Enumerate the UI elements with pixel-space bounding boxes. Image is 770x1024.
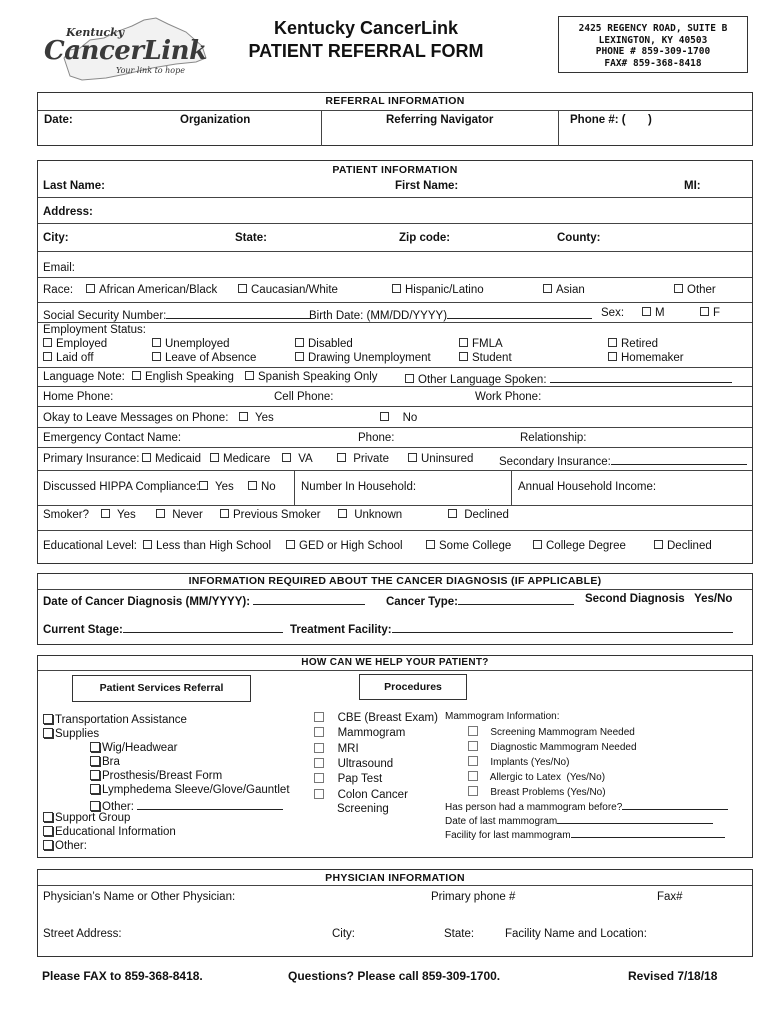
diagnosis-heading: INFORMATION REQUIRED ABOUT THE CANCER DIAGNOSIS (IF APPLICABLE): [188, 575, 602, 587]
title-line-1: Kentucky CancerLink: [273, 18, 459, 38]
employment-option-homemaker[interactable]: Homemaker: [608, 352, 684, 364]
checkbox-icon: [654, 540, 663, 549]
procedure-colon-cancer-line2: Screening: [337, 803, 389, 815]
procedure-pap-test[interactable]: Pap Test: [314, 773, 382, 785]
education-option-ged[interactable]: GED or High School: [286, 540, 403, 552]
employment-option-fmla[interactable]: FMLA: [459, 338, 503, 350]
hippa-label: Discussed HIPPA Compliance:: [43, 481, 200, 493]
language-label: Language Note:: [43, 371, 125, 383]
checkbox-icon: [282, 453, 291, 462]
checkbox-icon: [43, 812, 53, 822]
checkbox-icon: [468, 786, 478, 796]
procedures-button[interactable]: Procedures: [359, 674, 467, 700]
address-line-1: 2425 REGENCY ROAD, SUITE B: [578, 23, 728, 34]
mammo-facility-field[interactable]: Facility for last mammogram: [445, 827, 725, 841]
logo-top-text: Kentucky: [66, 26, 125, 39]
employment-option-leave[interactable]: Leave of Absence: [152, 352, 256, 364]
smoker-option-yes[interactable]: Yes: [101, 509, 136, 521]
education-option-some-college[interactable]: Some College: [426, 540, 511, 552]
checkbox-icon: [405, 374, 414, 383]
logo-tagline: Your link to hope: [116, 66, 185, 75]
checkbox-icon: [459, 338, 468, 347]
patient-heading: PATIENT INFORMATION: [332, 164, 458, 176]
smoker-option-previous[interactable]: Previous Smoker: [220, 509, 321, 521]
checkbox-icon: [239, 412, 248, 421]
education-option-less-than-hs[interactable]: Less than High School: [143, 540, 271, 552]
checkbox-icon: [220, 509, 229, 518]
ssn-field[interactable]: Social Security Number:: [43, 307, 312, 322]
service-transportation[interactable]: Transportation Assistance: [43, 714, 187, 726]
emergency-phone-field[interactable]: Phone:: [358, 432, 395, 444]
checkbox-icon: [43, 840, 53, 850]
checkbox-icon: [468, 741, 478, 751]
emergency-contact-field[interactable]: Emergency Contact Name:: [43, 432, 182, 444]
cell-phone-field[interactable]: Cell Phone:: [274, 391, 334, 403]
employment-option-employed[interactable]: Employed: [43, 338, 107, 350]
checkbox-icon: [314, 727, 324, 737]
current-stage-field[interactable]: Current Stage:: [43, 621, 283, 636]
checkbox-icon: [156, 509, 165, 518]
checkbox-icon: [295, 352, 304, 361]
checkbox-icon: [642, 307, 651, 316]
race-option-other[interactable]: Other: [674, 284, 716, 296]
education-option-declined[interactable]: Declined: [654, 540, 712, 552]
service-other[interactable]: Other:: [43, 840, 87, 852]
checkbox-icon: [152, 352, 161, 361]
checkbox-icon: [90, 770, 100, 780]
checkbox-icon: [314, 758, 324, 768]
diagnosis-section: [37, 573, 753, 645]
checkbox-icon: [132, 371, 141, 380]
employment-label: Employment Status:: [43, 324, 146, 336]
checkbox-icon: [295, 338, 304, 347]
employment-option-disabled[interactable]: Disabled: [295, 338, 353, 350]
insurance-option-va[interactable]: VA: [282, 453, 313, 465]
referral-date-field[interactable]: Date:: [44, 114, 73, 126]
messages-option-yes[interactable]: Yes: [239, 412, 274, 424]
title-line-2: PATIENT REFERRAL FORM: [248, 41, 484, 61]
county-field[interactable]: County:: [557, 232, 601, 244]
insurance-option-medicare[interactable]: Medicare: [210, 453, 270, 465]
smoker-option-declined[interactable]: Declined: [448, 509, 509, 521]
employment-option-retired[interactable]: Retired: [608, 338, 658, 350]
relationship-field[interactable]: Relationship:: [520, 432, 587, 444]
checkbox-icon: [468, 756, 478, 766]
home-phone-field[interactable]: Home Phone:: [43, 391, 114, 403]
employment-option-drawing-unemployment[interactable]: Drawing Unemployment: [295, 352, 431, 364]
language-option-english[interactable]: English Speaking: [132, 371, 234, 383]
referral-phone-field[interactable]: Phone #: ( ): [570, 114, 652, 126]
logo: [36, 10, 216, 82]
city-field[interactable]: City:: [43, 232, 69, 244]
household-field[interactable]: Number In Household:: [301, 481, 417, 493]
cancer-type-field[interactable]: Cancer Type:: [386, 593, 574, 608]
birth-date-field[interactable]: Birth Date: (MM/DD/YYYY): [309, 307, 592, 322]
checkbox-icon: [314, 712, 324, 722]
zip-field[interactable]: Zip code:: [399, 232, 451, 244]
checkbox-icon: [238, 284, 247, 293]
checkbox-icon: [448, 509, 457, 518]
checkbox-icon: [43, 728, 53, 738]
email-field[interactable]: Email:: [43, 262, 75, 274]
checkbox-icon: [408, 453, 417, 462]
referral-organization-field[interactable]: Organization: [180, 114, 251, 126]
checkbox-icon: [468, 726, 478, 736]
physician-facility-field[interactable]: Facility Name and Location:: [505, 928, 647, 940]
procedure-colon-cancer[interactable]: Colon Cancer: [314, 789, 408, 801]
procedure-mri[interactable]: MRI: [314, 743, 359, 755]
education-option-college-degree[interactable]: College Degree: [533, 540, 626, 552]
checkbox-icon: [608, 338, 617, 347]
patient-services-referral-button[interactable]: Patient Services Referral: [72, 675, 251, 702]
hippa-option-yes[interactable]: Yes: [199, 481, 234, 493]
checkbox-icon: [337, 453, 346, 462]
diagnosis-date-field[interactable]: Date of Cancer Diagnosis (MM/YYYY):: [43, 593, 365, 608]
checkbox-icon: [152, 338, 161, 347]
mammo-screening-needed[interactable]: Screening Mammogram Needed: [468, 726, 635, 738]
treatment-facility-field[interactable]: Treatment Facility:: [290, 621, 733, 636]
form-title: [236, 18, 496, 62]
checkbox-icon: [700, 307, 709, 316]
messages-option-no[interactable]: No: [380, 412, 417, 424]
checkbox-icon: [43, 352, 52, 361]
physician-section: [37, 869, 753, 957]
checkbox-icon: [245, 371, 254, 380]
checkbox-icon: [90, 801, 100, 811]
checkbox-icon: [392, 284, 401, 293]
mi-field[interactable]: MI:: [684, 180, 701, 192]
physician-street-field[interactable]: Street Address:: [43, 928, 122, 940]
service-lymphedema[interactable]: Lymphedema Sleeve/Glove/Gauntlet: [90, 784, 290, 796]
service-prosthesis[interactable]: Prosthesis/Breast Form: [90, 770, 222, 782]
second-diagnosis-field[interactable]: Second Diagnosis Yes/No: [585, 593, 733, 605]
mammogram-info-title: Mammogram Information:: [445, 711, 560, 722]
employment-option-unemployed[interactable]: Unemployed: [152, 338, 230, 350]
insurance-option-medicaid[interactable]: Medicaid: [142, 453, 201, 465]
service-educational[interactable]: Educational Information: [43, 826, 176, 838]
mammo-latex[interactable]: Allergic to Latex (Yes/No): [468, 771, 605, 783]
checkbox-icon: [314, 773, 324, 783]
help-heading: HOW CAN WE HELP YOUR PATIENT?: [301, 657, 489, 668]
race-option-hispanic[interactable]: Hispanic/Latino: [392, 284, 484, 296]
physician-name-field[interactable]: Physician’s Name or Other Physician:: [43, 891, 236, 903]
checkbox-icon: [43, 338, 52, 347]
checkbox-icon: [43, 714, 53, 724]
address-line-2: LEXINGTON, KY 40503: [598, 34, 708, 46]
checkbox-icon: [380, 412, 389, 421]
service-supplies-other[interactable]: Other:: [90, 798, 283, 813]
logo-main-text: CancerLink: [44, 36, 207, 66]
insurance-option-uninsured[interactable]: Uninsured: [408, 453, 473, 465]
procedure-ultrasound[interactable]: Ultrasound: [314, 758, 393, 770]
education-label: Educational Level:: [43, 540, 137, 552]
race-option-asian[interactable]: Asian: [543, 284, 585, 296]
messages-label: Okay to Leave Messages on Phone:: [43, 412, 229, 424]
first-name-field[interactable]: First Name:: [395, 180, 459, 192]
physician-primary-phone-field[interactable]: Primary phone #: [431, 891, 516, 903]
mammo-implants[interactable]: Implants (Yes/No): [468, 756, 569, 768]
insurance-label: Primary Insurance:: [43, 453, 140, 465]
mammo-date-field[interactable]: Date of last mammogram: [445, 813, 713, 827]
checkbox-icon: [90, 784, 100, 794]
checkbox-icon: [314, 789, 324, 799]
service-wig[interactable]: Wig/Headwear: [90, 742, 177, 754]
service-support-group[interactable]: Support Group: [43, 812, 130, 824]
mammo-breast-problems[interactable]: Breast Problems (Yes/No): [468, 786, 606, 798]
checkbox-icon: [199, 481, 208, 490]
checkbox-icon: [314, 743, 324, 753]
race-option-african-american[interactable]: African American/Black: [86, 284, 217, 296]
income-field[interactable]: Annual Household Income:: [518, 481, 657, 493]
referral-section: [37, 92, 753, 146]
address-line-3: PHONE # 859-309-1700: [595, 46, 711, 57]
checkbox-icon: [142, 453, 151, 462]
checkbox-icon: [338, 509, 347, 518]
checkbox-icon: [426, 540, 435, 549]
mammo-before-field[interactable]: Has person had a mammogram before?: [445, 799, 728, 813]
checkbox-icon: [43, 826, 53, 836]
help-section: [37, 655, 753, 858]
work-phone-field[interactable]: Work Phone:: [475, 391, 542, 403]
hippa-option-no[interactable]: No: [248, 481, 276, 493]
smoker-option-unknown[interactable]: Unknown: [338, 509, 402, 521]
checkbox-icon: [286, 540, 295, 549]
language-option-spanish[interactable]: Spanish Speaking Only: [245, 371, 378, 383]
checkbox-icon: [90, 756, 100, 766]
procedure-mammogram[interactable]: Mammogram: [314, 727, 405, 739]
employment-option-student[interactable]: Student: [459, 352, 512, 364]
race-option-caucasian[interactable]: Caucasian/White: [238, 284, 338, 296]
checkbox-icon: [459, 352, 468, 361]
footer-revised: Revised 7/18/18: [628, 969, 718, 983]
sex-option-f[interactable]: F: [700, 307, 720, 319]
checkbox-icon: [210, 453, 219, 462]
checkbox-icon: [248, 481, 257, 490]
mammo-diagnostic-needed[interactable]: Diagnostic Mammogram Needed: [468, 741, 637, 753]
last-name-field[interactable]: Last Name:: [43, 180, 105, 192]
secondary-insurance-field[interactable]: Secondary Insurance:: [499, 453, 747, 468]
physician-city-field[interactable]: City:: [332, 928, 355, 940]
employment-option-laid-off[interactable]: Laid off: [43, 352, 94, 364]
sex-label: Sex:: [601, 307, 625, 319]
smoker-option-never[interactable]: Never: [156, 509, 203, 521]
language-option-other[interactable]: Other Language Spoken:: [405, 371, 732, 386]
address-box: [558, 16, 748, 73]
patient-section: [37, 160, 753, 564]
procedure-cbe[interactable]: CBE (Breast Exam): [314, 712, 438, 724]
checkbox-icon: [468, 771, 478, 781]
referral-navigator-field[interactable]: Referring Navigator: [386, 114, 494, 126]
physician-heading: PHYSICIAN INFORMATION: [325, 872, 465, 884]
checkbox-icon: [533, 540, 542, 549]
footer-questions: Questions? Please call 859-309-1700.: [288, 969, 501, 983]
referral-heading: REFERRAL INFORMATION: [325, 95, 465, 107]
address-line-4: FAX# 859-368-8418: [604, 57, 702, 69]
insurance-option-private[interactable]: Private: [337, 453, 389, 465]
checkbox-icon: [143, 540, 152, 549]
smoker-label: Smoker?: [43, 509, 90, 521]
checkbox-icon: [90, 742, 100, 752]
service-supplies[interactable]: Supplies: [43, 728, 99, 740]
address-field[interactable]: Address:: [43, 206, 93, 218]
physician-fax-field[interactable]: Fax#: [657, 891, 683, 903]
physician-state-field[interactable]: State:: [444, 928, 475, 940]
race-label: Race:: [43, 284, 74, 296]
service-bra[interactable]: Bra: [90, 756, 120, 768]
state-field[interactable]: State:: [235, 232, 267, 244]
sex-option-m[interactable]: M: [642, 307, 665, 319]
checkbox-icon: [674, 284, 683, 293]
checkbox-icon: [608, 352, 617, 361]
checkbox-icon: [543, 284, 552, 293]
checkbox-icon: [86, 284, 95, 293]
checkbox-icon: [101, 509, 110, 518]
footer-fax: Please FAX to 859-368-8418.: [42, 969, 203, 983]
